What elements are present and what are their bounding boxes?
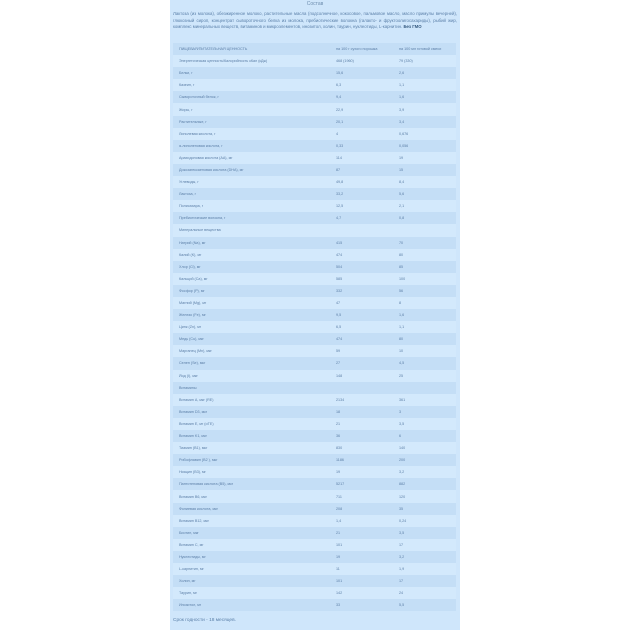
table-row — [173, 116, 456, 128]
nutrient-name: Витамин K1, мкг — [179, 434, 207, 439]
table-row — [173, 527, 456, 539]
value-per-100ml: 200 — [399, 458, 406, 463]
header-per-100g: на 100 г сухого порошка — [336, 47, 378, 52]
table-row — [173, 503, 456, 515]
value-per-100ml: 1,9 — [399, 567, 405, 572]
value-per-100g: 504 — [336, 264, 343, 269]
value-per-100ml: 1,1 — [399, 83, 405, 88]
table-row — [173, 79, 456, 91]
value-per-100g: 18 — [336, 409, 341, 414]
nutrient-name: Энергетическая ценность/Калорийность кКал (кДж) — [179, 59, 268, 64]
value-per-100ml: 2,6 — [399, 71, 405, 76]
value-per-100ml: 3,4 — [399, 119, 405, 124]
nutrient-name: Ниацин (B3), мг — [179, 470, 206, 475]
value-per-100g: 585 — [336, 276, 343, 281]
nutrient-name: Пантотеновая кислота (B5), мкг — [179, 482, 234, 487]
table-row — [173, 430, 456, 442]
shelf-life: Срок годности - 18 месяцев. — [173, 618, 236, 623]
gmo-free-badge: Без ГМО — [403, 24, 422, 30]
table-header — [173, 43, 456, 55]
table-row — [173, 333, 456, 345]
nutrient-name: Нуклеотиды, мг — [179, 554, 206, 559]
nutrient-name: Докозагексаеновая кислота (DHA), мг — [179, 167, 244, 172]
value-per-100g: 21 — [336, 421, 341, 426]
table-row — [173, 164, 456, 176]
value-per-100ml: 3,5 — [399, 421, 405, 426]
nutrition-table — [173, 43, 456, 611]
value-per-100g: 101 — [336, 542, 343, 547]
nutrient-name: Витамин А, мкг (RE) — [179, 397, 214, 402]
value-per-100g: 1186 — [336, 458, 344, 463]
table-row — [173, 539, 456, 551]
value-per-100g: 6,5 — [336, 325, 342, 330]
nutrient-name: Полисахара, г — [179, 204, 204, 209]
value-per-100g: 830 — [336, 446, 343, 451]
value-per-100g: 33 — [336, 603, 341, 608]
value-per-100g: 1,4 — [336, 518, 342, 523]
table-row — [173, 285, 456, 297]
table-row — [173, 309, 456, 321]
value-per-100g: 19 — [336, 470, 341, 475]
table-row — [173, 261, 456, 273]
nutrient-name: Витамин B12, мкг — [179, 518, 209, 523]
table-row — [173, 237, 456, 249]
table-row — [173, 478, 456, 490]
value-per-100g: 5217 — [336, 482, 345, 487]
value-per-100ml: 8,4 — [399, 180, 405, 185]
nutrient-name: Лактоза, г — [179, 192, 196, 197]
value-per-100ml: 140 — [399, 446, 406, 451]
value-per-100g: 36 — [336, 434, 341, 439]
nutrient-name: Витамин E, мг (αTE) — [179, 421, 214, 426]
value-per-100ml: 3 — [399, 409, 402, 414]
value-per-100ml: 1,1 — [399, 325, 405, 330]
value-per-100ml: 56 — [399, 288, 404, 293]
value-per-100ml: 5,5 — [399, 603, 405, 608]
value-per-100ml: 3,2 — [399, 470, 405, 475]
value-per-100g: 6,3 — [336, 83, 342, 88]
table-row — [173, 454, 456, 466]
value-per-100ml: 0,056 — [399, 143, 409, 148]
value-per-100g: 19 — [336, 554, 341, 559]
value-per-100g: 33,2 — [336, 192, 344, 197]
nutrient-name: Белки, г — [179, 71, 193, 76]
nutrient-name: Жиры, г — [179, 107, 193, 112]
table-row — [173, 382, 456, 394]
value-per-100ml: 85 — [399, 264, 404, 269]
value-per-100ml: 120 — [399, 494, 406, 499]
table-row — [173, 212, 456, 224]
nutrient-name: Кальций (Ca), мг — [179, 276, 208, 281]
nutrient-name: Калий (K), мг — [179, 252, 202, 257]
nutrient-name: Тиамин (B1), мкг — [179, 446, 208, 451]
value-per-100ml: 24 — [399, 591, 404, 596]
nutrient-name: Йод (I), мкг — [179, 373, 198, 378]
table-row — [173, 599, 456, 611]
header-nutrient: ПИЩЕВАЯ/ПИТАТЕЛЬНАЯ ЦЕННОСТЬ — [179, 47, 248, 52]
value-per-100g: 47 — [336, 301, 341, 306]
value-per-100ml: 10 — [399, 349, 404, 354]
value-per-100g: 4 — [336, 131, 339, 136]
value-per-100ml: 79 (330) — [399, 59, 413, 64]
table-row — [173, 224, 456, 236]
nutrient-name: Минеральные вещества — [179, 228, 221, 233]
value-per-100g: 15,6 — [336, 71, 344, 76]
table-row — [173, 321, 456, 333]
nutrient-name: Железо (Fe), мг — [179, 313, 206, 318]
nutrient-name: Магний (Mg), мг — [179, 301, 207, 306]
ingredients: Лактоза (из молока), обезжиренное молоко, растительные масла (подсолнечное, кокосовое, пальмовое масло, масло примулы вечерней), глюкозный сироп, концентрат сывороточного белка из молока, пребиотические волокна (галакто- и фруктоолигосахариды), рыбий жир, комплекс минеральных веществ, витаминов и микроэлементов, инозитол, холин, таурин, нуклеотиды, L-карнитин. — [173, 11, 457, 30]
table-row — [173, 575, 456, 587]
value-per-100ml: 2,1 — [399, 204, 405, 209]
table-row — [173, 345, 456, 357]
value-per-100g: 9,4 — [336, 95, 342, 100]
value-per-100g: 114 — [336, 155, 342, 160]
value-per-100g: 0,33 — [336, 143, 344, 148]
nutrient-name: Медь (Cu), мкг — [179, 337, 204, 342]
table-row — [173, 188, 456, 200]
nutrient-name: Инозитол, мг — [179, 603, 202, 608]
nutrient-name: Фолиевая кислота, мкг — [179, 506, 218, 511]
table-row — [173, 563, 456, 575]
section-title: Состав — [306, 1, 324, 7]
nutrient-name: Холин, мг — [179, 579, 196, 584]
nutrient-name: Натрий (Na), мг — [179, 240, 206, 245]
value-per-100ml: 3,2 — [399, 554, 405, 559]
value-per-100ml: 17 — [399, 542, 404, 547]
table-row — [173, 587, 456, 599]
nutrient-name: Цинк (Zn), мг — [179, 325, 202, 330]
value-per-100g: 2134 — [336, 397, 345, 402]
value-per-100ml: 19 — [399, 155, 404, 160]
value-per-100g: 474 — [336, 337, 343, 342]
value-per-100ml: 1,6 — [399, 95, 405, 100]
value-per-100ml: 0,676 — [399, 131, 409, 136]
value-per-100ml: 361 — [399, 397, 406, 402]
value-per-100g: 59 — [336, 349, 341, 354]
value-per-100g: 142 — [336, 591, 343, 596]
value-per-100g: 468 (1960) — [336, 59, 354, 64]
nutrient-name: Арахидоновая кислота (АА), мг — [179, 155, 233, 160]
value-per-100ml: 1,6 — [399, 313, 405, 318]
nutrient-name: Биотин, мкг — [179, 530, 199, 535]
nutrient-name: Линолевая кислота, г — [179, 131, 216, 136]
nutrient-name: Сывороточный белок, г — [179, 95, 219, 100]
value-per-100g: 20,1 — [336, 119, 344, 124]
value-per-100g: 22,9 — [336, 107, 344, 112]
value-per-100g: 148 — [336, 373, 343, 378]
value-per-100ml: 3,5 — [399, 530, 405, 535]
value-per-100g: 12,5 — [336, 204, 344, 209]
value-per-100g: 4,7 — [336, 216, 342, 221]
nutrient-name: Витамин D3, мкг — [179, 409, 208, 414]
value-per-100ml: 4,5 — [399, 361, 405, 366]
nutrient-name: Витамин C, мг — [179, 542, 204, 547]
value-per-100ml: 6 — [399, 434, 402, 439]
nutrient-name: Пребиотические волокна, г — [179, 216, 226, 221]
table-row — [173, 273, 456, 285]
value-per-100ml: 100 — [399, 276, 406, 281]
nutrient-name: Казеин, г — [179, 83, 195, 88]
table-row — [173, 103, 456, 115]
header-per-100ml: на 100 мл готовой смеси — [399, 47, 442, 52]
table-row — [173, 551, 456, 563]
value-per-100g: 11 — [336, 567, 340, 572]
nutrient-name: Марганец (Mn), мкг — [179, 349, 212, 354]
table-row — [173, 466, 456, 478]
nutrient-name: Углеводы, г — [179, 180, 199, 185]
table-row — [173, 91, 456, 103]
value-per-100ml: 5,6 — [399, 192, 405, 197]
value-per-100ml: 882 — [399, 482, 406, 487]
value-per-100ml: 35 — [399, 506, 404, 511]
value-per-100g: 87 — [336, 167, 341, 172]
table-row — [173, 67, 456, 79]
table-row — [173, 394, 456, 406]
table-row — [173, 176, 456, 188]
nutrient-name: Рибофлавин (B2 ), мкг — [179, 458, 218, 463]
value-per-100ml: 80 — [399, 252, 404, 257]
value-per-100ml: 80 — [399, 337, 404, 342]
value-per-100g: 9,5 — [336, 313, 342, 318]
value-per-100g: 49,8 — [336, 180, 344, 185]
table-row — [173, 200, 456, 212]
value-per-100ml: 3,9 — [399, 107, 405, 112]
value-per-100ml: 0,8 — [399, 216, 405, 221]
composition-text — [173, 11, 457, 31]
value-per-100g: 332 — [336, 288, 343, 293]
nutrient-name: Витамин B6, мкг — [179, 494, 207, 499]
table-row — [173, 490, 456, 502]
table-row — [173, 406, 456, 418]
value-per-100g: 27 — [336, 361, 341, 366]
value-per-100ml: 70 — [399, 240, 404, 245]
value-per-100ml: 8 — [399, 301, 402, 306]
nutrient-name: Таурин, мг — [179, 591, 197, 596]
table-row — [173, 140, 456, 152]
nutrient-name: Фосфор (P), мг — [179, 288, 205, 293]
composition-panel — [170, 0, 460, 630]
table-row — [173, 249, 456, 261]
table-row — [173, 442, 456, 454]
value-per-100g: 711 — [336, 494, 342, 499]
value-per-100ml: 15 — [399, 167, 404, 172]
table-row — [173, 418, 456, 430]
value-per-100ml: 25 — [399, 373, 404, 378]
value-per-100g: 208 — [336, 506, 343, 511]
value-per-100g: 474 — [336, 252, 343, 257]
nutrient-name: Селен (Se), мкг — [179, 361, 206, 366]
value-per-100ml: 0,24 — [399, 518, 407, 523]
table-row — [173, 128, 456, 140]
value-per-100g: 21 — [336, 530, 341, 535]
nutrient-name: α-линоленовая кислота, г — [179, 143, 223, 148]
table-row — [173, 55, 456, 67]
nutrient-name: Растительные, г — [179, 119, 207, 124]
nutrient-name: L-карнитин, мг — [179, 567, 204, 572]
table-row — [173, 370, 456, 382]
table-row — [173, 515, 456, 527]
value-per-100g: 101 — [336, 579, 343, 584]
nutrient-name: Хлор (Cl), мг — [179, 264, 201, 269]
value-per-100g: 415 — [336, 240, 343, 245]
value-per-100ml: 17 — [399, 579, 404, 584]
table-row — [173, 297, 456, 309]
table-row — [173, 357, 456, 369]
table-row — [173, 152, 456, 164]
nutrient-name: Витамины — [179, 385, 197, 390]
